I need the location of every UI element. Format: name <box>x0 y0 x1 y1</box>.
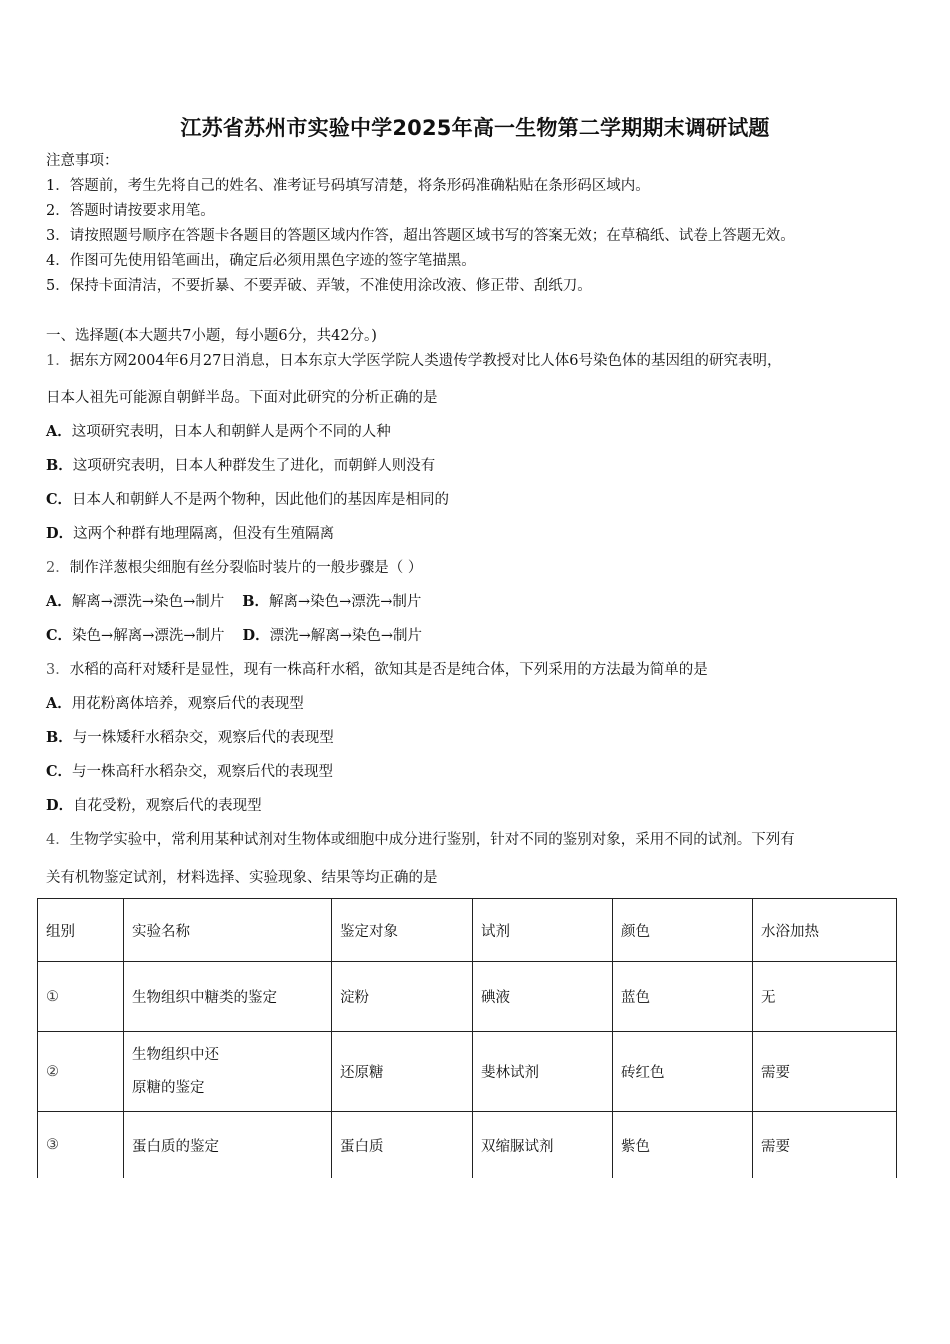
question-number: 2． <box>46 560 70 576</box>
table-header: 水浴加热 <box>753 899 897 962</box>
section-heading: 一、选择题(本大题共7小题，每小题6分，共42分。) <box>46 328 377 344</box>
table-cell: 蛋白质的鉴定 <box>124 1112 332 1179</box>
experiment-table <box>37 898 897 1178</box>
table-header: 颜色 <box>613 899 753 962</box>
table-cell: 紫色 <box>613 1112 753 1179</box>
question-1 <box>46 351 782 371</box>
table-header: 试剂 <box>473 899 613 962</box>
page-title: 江苏省苏州市实验中学2025年高一生物第二学期期末调研试题 <box>180 116 770 140</box>
table-cell: 生物组织中还 原糖的鉴定 <box>124 1032 332 1112</box>
table-cell: 蓝色 <box>613 962 753 1032</box>
table-cell: ② <box>38 1032 124 1112</box>
question-4 <box>46 830 795 850</box>
option-b: B．与一株矮秆水稻杂交，观察后代的表现型 <box>46 729 334 746</box>
question-2 <box>46 558 422 578</box>
option-row: A．解离→漂洗→染色→制片 B．解离→染色→漂洗→制片 <box>46 593 422 610</box>
question-text: 据东方网2004年6月27日消息，日本东京大学医学院人类遗传学教授对比人体6号染色体的基因组的研究表明， <box>69 353 782 369</box>
question-text: 制作洋葱根尖细胞有丝分裂临时装片的一般步骤是（ ） <box>69 560 423 576</box>
option-c: C．日本人和朝鲜人不是两个物种，因此他们的基因库是相同的 <box>46 491 450 508</box>
option-a: A． <box>46 593 72 610</box>
notice-item: 1．答题前，考生先将自己的姓名、准考证号码填写清楚，将条形码准确粘贴在条形码区域内。 <box>46 178 650 194</box>
table-header: 实验名称 <box>124 899 332 962</box>
table-cell: 斐林试剂 <box>473 1032 613 1112</box>
table-cell: 砖红色 <box>613 1032 753 1112</box>
option-d: D． <box>242 627 270 644</box>
question-number: 4． <box>46 832 70 848</box>
table-header: 组别 <box>38 899 124 962</box>
table-row <box>38 962 897 1032</box>
option-b: B． <box>242 593 269 610</box>
option-d: D．自花受粉，观察后代的表现型 <box>46 797 262 814</box>
question-text: 生物学实验中，常利用某种试剂对生物体或细胞中成分进行鉴别，针对不同的鉴别对象，采用不同的试剂。下列有 <box>69 832 795 848</box>
question-text: 水稻的高秆对矮秆是显性，现有一株高秆水稻，欲知其是否是纯合体，下列采用的方法最为简单的是 <box>69 662 708 678</box>
notice-item: 3．请按照题号顺序在答题卡各题目的答题区域内作答，超出答题区域书写的答案无效；在草稿纸、试卷上答题无效。 <box>46 228 795 244</box>
table-row <box>38 1032 897 1112</box>
question-text-cont: 日本人祖先可能源自朝鲜半岛。下面对此研究的分析正确的是 <box>46 390 438 406</box>
notice-heading: 注意事项： <box>46 153 119 169</box>
question-number: 3． <box>46 662 70 678</box>
table-cell: ③ <box>38 1112 124 1179</box>
question-text-cont: 关有机物鉴定试剂，材料选择、实验现象、结果等均正确的是 <box>46 870 438 886</box>
notice-item: 4．作图可先使用铅笔画出，确定后必须用黑色字迹的签字笔描黑。 <box>46 253 476 269</box>
table-cell: 还原糖 <box>332 1032 473 1112</box>
notice-item: 5．保持卡面清洁，不要折暴、不要弄破、弄皱，不准使用涂改液、修正带、刮纸刀。 <box>46 278 592 294</box>
question-number: 1． <box>46 353 70 369</box>
option-c: C． <box>46 627 73 644</box>
table-cell: 需要 <box>753 1112 897 1179</box>
option-d: D．这两个种群有地理隔离，但没有生殖隔离 <box>46 525 335 542</box>
notice-item: 2．答题时请按要求用笔。 <box>46 203 215 219</box>
table-header-row <box>38 899 897 962</box>
table-cell: ① <box>38 962 124 1032</box>
table-cell: 蛋白质 <box>332 1112 473 1179</box>
option-a: A．用花粉离体培养，观察后代的表现型 <box>46 695 304 712</box>
question-3 <box>46 660 708 680</box>
table-cell: 双缩脲试剂 <box>473 1112 613 1179</box>
option-b: B．这项研究表明，日本人种群发生了进化，而朝鲜人则没有 <box>46 457 436 474</box>
option-c: C．与一株高秆水稻杂交，观察后代的表现型 <box>46 763 334 780</box>
option-a: A．这项研究表明，日本人和朝鲜人是两个不同的人种 <box>46 423 391 440</box>
table-row <box>38 1112 897 1179</box>
table-cell: 需要 <box>753 1032 897 1112</box>
option-row: C．染色→解离→漂洗→制片 D．漂洗→解离→染色→制片 <box>46 627 423 644</box>
table-cell: 无 <box>753 962 897 1032</box>
table-cell: 淀粉 <box>332 962 473 1032</box>
table-header: 鉴定对象 <box>332 899 473 962</box>
table-cell: 碘液 <box>473 962 613 1032</box>
table-cell: 生物组织中糖类的鉴定 <box>124 962 332 1032</box>
